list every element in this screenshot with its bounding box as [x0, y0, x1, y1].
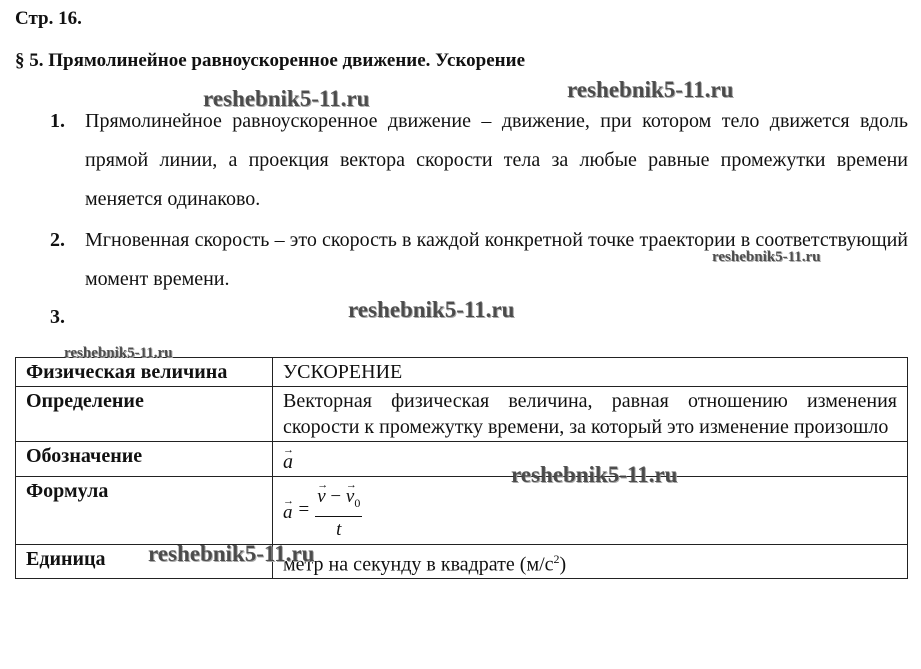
formula-initial-velocity: → v: [346, 478, 354, 510]
table-value: УСКОРЕНИЕ: [273, 358, 908, 387]
watermark: reshebnik5-11.ru: [348, 297, 515, 322]
watermark: reshebnik5-11.ru: [511, 462, 678, 487]
table-key: Физическая величина: [16, 358, 273, 387]
table-value: [273, 544, 908, 579]
table-row: [16, 442, 908, 477]
list-item-number: 2.: [50, 229, 65, 251]
list-item: [50, 110, 908, 219]
formula-subscript: 0: [354, 495, 361, 510]
table-key: Формула: [16, 477, 273, 545]
list-item-text: Мгновенная скорость – это скорость в каждой конкретной точке траектории в соответствующий момент времени.: [85, 229, 908, 290]
list-item-number: 3.: [50, 306, 65, 328]
formula-fraction: [315, 478, 362, 543]
watermark: reshebnik5-11.ru: [64, 345, 173, 361]
unit-text: метр на секунду в квадрате (м/с: [283, 553, 554, 576]
formula-denominator: t: [336, 518, 342, 540]
watermark: reshebnik5-11.ru: [203, 86, 370, 111]
watermark: reshebnik5-11.ru: [567, 77, 734, 102]
formula-minus: −: [330, 486, 342, 507]
formula-equals: =: [298, 499, 310, 521]
formula-lhs: → a: [283, 494, 293, 526]
acceleration-symbol: → a: [283, 443, 293, 475]
table-key: Определение: [16, 387, 273, 442]
watermark: reshebnik5-11.ru: [712, 249, 821, 265]
unit-superscript: 2: [553, 551, 560, 566]
table-row: [16, 387, 908, 442]
unit-text-end: ): [559, 553, 567, 576]
table-row: [16, 477, 908, 545]
list-item-number: 1.: [50, 110, 65, 132]
watermark: reshebnik5-11.ru: [148, 541, 315, 566]
page-label: Стр. 16.: [15, 8, 82, 29]
table-key: Единица: [16, 544, 273, 579]
formula-velocity: → v: [317, 478, 325, 510]
table-value: Векторная физическая величина, равная отношению изменения скорости к промежутку времени, за который это изменение произошло: [273, 387, 908, 442]
list-item-text: Прямолинейное равноускоренное движение – движение, при котором тело движется вдоль прямой линии, а проекция вектора скорости тела за любые равные промежутки времени меняется одинаково.: [85, 110, 908, 210]
section-title: § 5. Прямолинейное равноускоренное движение. Ускорение: [15, 50, 526, 71]
table-key: Обозначение: [16, 442, 273, 477]
formula-numerator: [315, 478, 362, 517]
